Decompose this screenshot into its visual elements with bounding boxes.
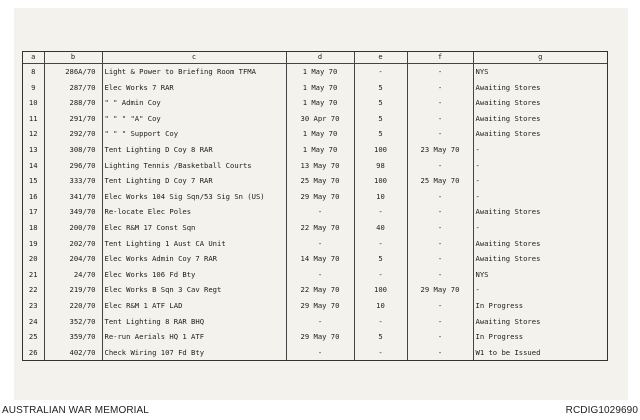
cell-c: Elec Works 106 Fd Bty [102, 267, 286, 283]
cell-g: W1 to be Issued [475, 347, 541, 357]
column-header: b [44, 52, 102, 64]
cell-d: - [286, 314, 354, 330]
cell-e: 98 [354, 158, 407, 174]
cell-b: 202/70 [44, 236, 102, 252]
cell-a: 11 [23, 111, 44, 127]
cell-a: 26 [23, 345, 44, 361]
table-row [23, 329, 607, 345]
cell-g: In Progress [475, 300, 524, 310]
cell-c: Elec R&M 17 Const Sqn [102, 220, 286, 236]
table-row [23, 251, 607, 267]
cell-d: 22 May 70 [286, 220, 354, 236]
cell-b: 352/70 [44, 314, 102, 330]
cell-e: - [354, 236, 407, 252]
cell-c: Re-run Aerials HQ 1 ATF [102, 329, 286, 345]
cell-g: Awaiting Stores [475, 129, 541, 139]
cell-d: 30 Apr 70 [286, 111, 354, 127]
cell-b: 341/70 [44, 189, 102, 205]
cell-g: Awaiting Stores [475, 207, 541, 217]
cell-d: 25 May 70 [286, 173, 354, 189]
cell-f: - [407, 251, 473, 267]
archive-credit: AUSTRALIAN WAR MEMORIAL [2, 405, 149, 416]
cell-d: - [286, 345, 354, 361]
cell-e: - [354, 345, 407, 361]
column-header: g [473, 52, 607, 64]
cell-a: 14 [23, 158, 44, 174]
cell-c: Tent Lighting 1 Aust CA Unit [102, 236, 286, 252]
table-row [23, 142, 607, 158]
cell-a: 12 [23, 126, 44, 142]
cell-e: - [354, 314, 407, 330]
register-table [23, 52, 607, 360]
column-header: f [407, 52, 473, 64]
cell-d: - [286, 204, 354, 220]
cell-a: 8 [23, 64, 44, 80]
column-header: e [354, 52, 407, 64]
cell-c: Elec R&M 1 ATF LAD [102, 298, 286, 314]
cell-d: 29 May 70 [286, 329, 354, 345]
table-row [23, 298, 607, 314]
cell-f: - [407, 64, 473, 80]
cell-d: 29 May 70 [286, 189, 354, 205]
cell-e: 10 [354, 189, 407, 205]
table-row [23, 345, 607, 361]
cell-g: - [475, 160, 480, 170]
record-id: RCDIG1029690 [565, 405, 638, 416]
cell-d: 14 May 70 [286, 251, 354, 267]
cell-e: 5 [354, 111, 407, 127]
cell-g: - [475, 285, 480, 295]
table-body [23, 64, 607, 361]
cell-d: - [286, 236, 354, 252]
table-row [23, 80, 607, 96]
cell-b: 288/70 [44, 95, 102, 111]
cell-c: Tent Lighting D Coy 8 RAR [102, 142, 286, 158]
cell-g: Awaiting Stores [475, 254, 541, 264]
cell-f: - [407, 314, 473, 330]
cell-f: - [407, 236, 473, 252]
cell-d: 22 May 70 [286, 282, 354, 298]
cell-d: 29 May 70 [286, 298, 354, 314]
cell-c: Tent Lighting D Coy 7 RAR [102, 173, 286, 189]
column-header: d [286, 52, 354, 64]
cell-b: 359/70 [44, 329, 102, 345]
cell-g: In Progress [475, 332, 524, 342]
table-row [23, 204, 607, 220]
column-header: a [23, 52, 44, 64]
cell-f: 23 May 70 [407, 142, 473, 158]
table-row [23, 236, 607, 252]
cell-a: 18 [23, 220, 44, 236]
column-header: c [102, 52, 286, 64]
cell-b: 220/70 [44, 298, 102, 314]
table-row [23, 111, 607, 127]
cell-b: 308/70 [44, 142, 102, 158]
cell-e: 100 [354, 282, 407, 298]
cell-g: Awaiting Stores [475, 238, 541, 248]
cell-e: - [354, 64, 407, 80]
cell-e: 5 [354, 329, 407, 345]
cell-f: 29 May 70 [407, 282, 473, 298]
cell-f: - [407, 111, 473, 127]
cell-f: - [407, 220, 473, 236]
cell-a: 20 [23, 251, 44, 267]
cell-a: 16 [23, 189, 44, 205]
cell-a: 10 [23, 95, 44, 111]
table-row [23, 314, 607, 330]
cell-d: - [286, 267, 354, 283]
cell-c: " " " Support Coy [102, 126, 286, 142]
cell-f: - [407, 298, 473, 314]
cell-c: Check Wiring 107 Fd Bty [102, 345, 286, 361]
cell-a: 15 [23, 173, 44, 189]
cell-e: 100 [354, 142, 407, 158]
table-row [23, 189, 607, 205]
table-row [23, 173, 607, 189]
cell-b: 333/70 [44, 173, 102, 189]
cell-g: - [475, 176, 480, 186]
cell-g: - [475, 191, 480, 201]
cell-c: " " " "A" Coy [102, 111, 286, 127]
table-row [23, 158, 607, 174]
cell-e: 5 [354, 251, 407, 267]
cell-g: - [475, 222, 480, 232]
cell-b: 204/70 [44, 251, 102, 267]
cell-b: 200/70 [44, 220, 102, 236]
cell-g: NYS [475, 269, 489, 279]
cell-g: - [475, 144, 480, 154]
works-register-table [22, 51, 608, 361]
cell-b: 292/70 [44, 126, 102, 142]
cell-c: Elec Works 104 Sig Sqn/53 Sig Sn (US) [102, 189, 286, 205]
cell-e: 5 [354, 80, 407, 96]
cell-f: - [407, 126, 473, 142]
cell-e: 5 [354, 126, 407, 142]
cell-g: NYS [475, 67, 489, 76]
cell-e: 10 [354, 298, 407, 314]
cell-g: Awaiting Stores [475, 113, 541, 123]
cell-a: 24 [23, 314, 44, 330]
cell-a: 23 [23, 298, 44, 314]
cell-a: 22 [23, 282, 44, 298]
table-row [23, 220, 607, 236]
cell-c: Light & Power to Briefing Room TFMA [102, 64, 286, 80]
cell-d: 1 May 70 [286, 95, 354, 111]
cell-b: 349/70 [44, 204, 102, 220]
table-row [23, 267, 607, 283]
cell-f: 25 May 70 [407, 173, 473, 189]
cell-f: - [407, 189, 473, 205]
cell-f: - [407, 80, 473, 96]
cell-f: - [407, 158, 473, 174]
table-header-row [23, 52, 607, 64]
cell-f: - [407, 329, 473, 345]
table-row [23, 95, 607, 111]
cell-d: 1 May 70 [286, 80, 354, 96]
cell-f: - [407, 204, 473, 220]
cell-b: 287/70 [44, 80, 102, 96]
cell-d: 1 May 70 [286, 126, 354, 142]
cell-a: 21 [23, 267, 44, 283]
cell-b: 296/70 [44, 158, 102, 174]
cell-f: - [407, 345, 473, 361]
cell-f: - [407, 95, 473, 111]
cell-e: - [354, 204, 407, 220]
cell-e: 40 [354, 220, 407, 236]
cell-c: Elec Works 7 RAR [102, 80, 286, 96]
cell-e: - [354, 267, 407, 283]
cell-a: 13 [23, 142, 44, 158]
cell-a: 17 [23, 204, 44, 220]
cell-b: 219/70 [44, 282, 102, 298]
cell-c: Re-locate Elec Poles [102, 204, 286, 220]
cell-c: Elec Works B Sqn 3 Cav Regt [102, 282, 286, 298]
cell-a: 9 [23, 80, 44, 96]
cell-c: " " Admin Coy [102, 95, 286, 111]
cell-f: - [407, 267, 473, 283]
cell-b: 402/70 [44, 345, 102, 361]
cell-c: Lighting Tennis /Basketball Courts [102, 158, 286, 174]
cell-g: Awaiting Stores [475, 82, 541, 92]
cell-d: 1 May 70 [286, 64, 354, 80]
cell-b: 291/70 [44, 111, 102, 127]
table-row [23, 64, 607, 80]
cell-b: 24/70 [44, 267, 102, 283]
cell-d: 13 May 70 [286, 158, 354, 174]
cell-e: 5 [354, 95, 407, 111]
cell-d: 1 May 70 [286, 142, 354, 158]
cell-e: 100 [354, 173, 407, 189]
cell-g: Awaiting Stores [475, 98, 541, 108]
table-row [23, 126, 607, 142]
cell-a: 25 [23, 329, 44, 345]
table-row [23, 282, 607, 298]
cell-a: 19 [23, 236, 44, 252]
cell-g: Awaiting Stores [475, 316, 541, 326]
cell-c: Tent Lighting 8 RAR BHQ [102, 314, 286, 330]
cell-b: 286A/70 [44, 64, 102, 80]
cell-c: Elec Works Admin Coy 7 RAR [102, 251, 286, 267]
